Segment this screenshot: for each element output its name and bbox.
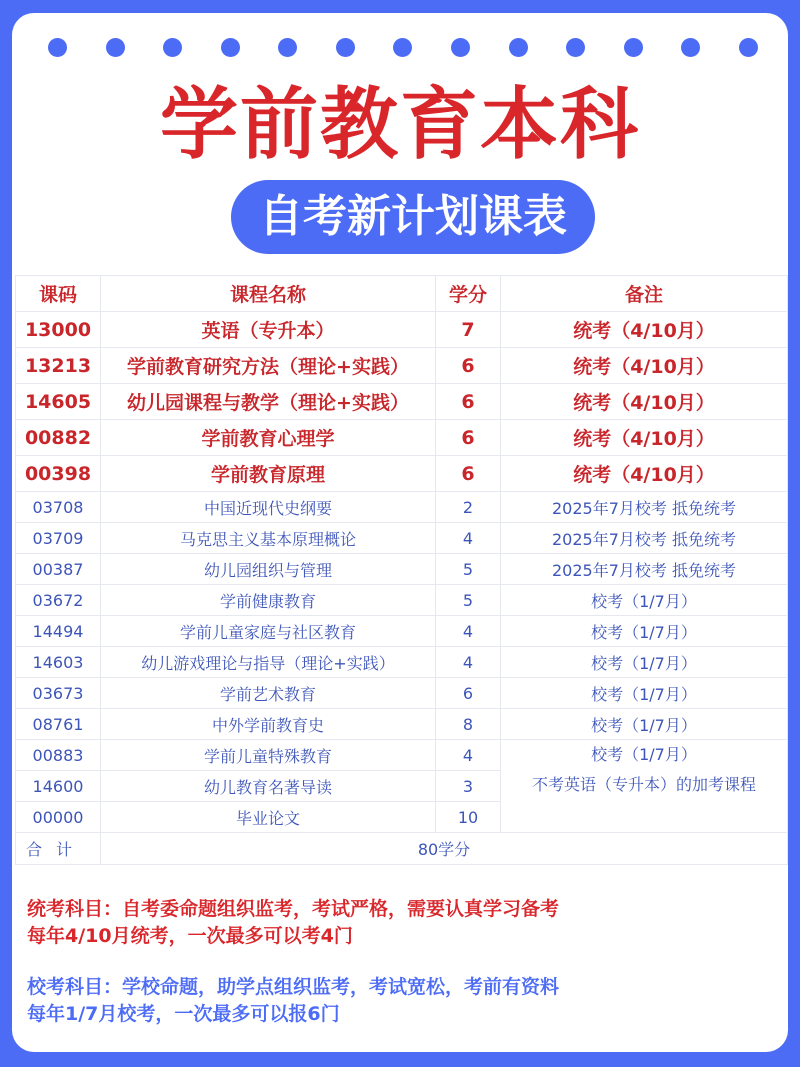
header-code: 课码 — [16, 276, 101, 312]
cell-name: 学前儿童家庭与社区教育 — [101, 616, 436, 647]
school-exam-note — [27, 974, 559, 1028]
cell-credit: 6 — [436, 348, 501, 384]
table-row — [16, 348, 788, 384]
cell-code: 03708 — [16, 492, 101, 523]
note-line: 校考科目：学校命题，助学点组织监考，考试宽松，考前有资料 — [27, 976, 560, 998]
cell-note: 校考（1/7月） — [501, 616, 788, 647]
cell-credit: 5 — [436, 585, 501, 616]
cell-credit: 6 — [436, 420, 501, 456]
merged-note-line: 不考英语（专升本）的加考课程 — [531, 775, 756, 794]
cell-name: 幼儿园组织与管理 — [101, 554, 436, 585]
cell-code: 03672 — [16, 585, 101, 616]
cell-credit: 6 — [436, 456, 501, 492]
cell-note: 校考（1/7月） — [501, 678, 788, 709]
header-credit: 学分 — [436, 276, 501, 312]
cell-note: 2025年7月校考 抵免统考 — [501, 492, 788, 523]
decorative-dots — [48, 38, 758, 57]
cell-name: 学前教育心理学 — [101, 420, 436, 456]
dot-icon — [681, 38, 700, 57]
table-row — [16, 833, 788, 865]
cell-code: 13213 — [16, 348, 101, 384]
dot-icon — [221, 38, 240, 57]
course-table — [15, 275, 788, 865]
cell-note: 2025年7月校考 抵免统考 — [501, 523, 788, 554]
cell-name: 幼儿园课程与教学（理论+实践） — [101, 384, 436, 420]
cell-credit: 4 — [436, 647, 501, 678]
cell-note: 统考（4/10月） — [501, 456, 788, 492]
cell-code: 00000 — [16, 802, 101, 833]
table-row — [16, 384, 788, 420]
cell-note: 校考（1/7月） — [501, 585, 788, 616]
cell-name: 马克思主义基本原理概论 — [101, 523, 436, 554]
note-line: 每年1/7月校考，一次最多可以报6门 — [27, 1003, 340, 1025]
dot-icon — [566, 38, 585, 57]
cell-name: 学前教育研究方法（理论+实践） — [101, 348, 436, 384]
table-row — [16, 312, 788, 348]
cell-name: 学前教育原理 — [101, 456, 436, 492]
cell-name: 幼儿教育名著导读 — [101, 771, 436, 802]
cell-code: 00883 — [16, 740, 101, 771]
table-row — [16, 585, 788, 616]
dot-icon — [278, 38, 297, 57]
cell-code: 00398 — [16, 456, 101, 492]
cell-note-merged — [501, 740, 788, 833]
cell-credit: 10 — [436, 802, 501, 833]
cell-credit: 4 — [436, 523, 501, 554]
cell-code: 00387 — [16, 554, 101, 585]
cell-name: 学前健康教育 — [101, 585, 436, 616]
cell-name: 幼儿游戏理论与指导（理论+实践） — [101, 647, 436, 678]
cell-name: 英语（专升本） — [101, 312, 436, 348]
cell-note: 2025年7月校考 抵免统考 — [501, 554, 788, 585]
cell-name: 学前艺术教育 — [101, 678, 436, 709]
subtitle-badge: 自考新计划课表 — [231, 180, 595, 254]
table-row — [16, 740, 788, 771]
dot-icon — [48, 38, 67, 57]
merged-note-line: 校考（1/7月） — [591, 745, 697, 764]
cell-code: 14600 — [16, 771, 101, 802]
cell-note: 统考（4/10月） — [501, 420, 788, 456]
cell-code: 03673 — [16, 678, 101, 709]
cell-credit: 4 — [436, 740, 501, 771]
table-row — [16, 709, 788, 740]
table-row — [16, 456, 788, 492]
unified-exam-note — [27, 896, 559, 950]
cell-note: 统考（4/10月） — [501, 348, 788, 384]
cell-credit: 7 — [436, 312, 501, 348]
cell-note: 校考（1/7月） — [501, 647, 788, 678]
dot-icon — [106, 38, 125, 57]
cell-credit: 6 — [436, 678, 501, 709]
cell-code: 13000 — [16, 312, 101, 348]
cell-note: 统考（4/10月） — [501, 384, 788, 420]
header-name: 课程名称 — [101, 276, 436, 312]
dot-icon — [509, 38, 528, 57]
dot-icon — [163, 38, 182, 57]
cell-credit: 3 — [436, 771, 501, 802]
dot-icon — [739, 38, 758, 57]
cell-credit: 8 — [436, 709, 501, 740]
cell-credit: 2 — [436, 492, 501, 523]
table-row — [16, 420, 788, 456]
note-line: 统考科目：自考委命题组织监考，考试严格，需要认真学习备考 — [27, 898, 560, 920]
dot-icon — [451, 38, 470, 57]
cell-credit: 6 — [436, 384, 501, 420]
total-value: 80学分 — [101, 833, 788, 865]
cell-credit: 4 — [436, 616, 501, 647]
page-title: 学前教育本科 — [159, 80, 640, 170]
cell-name: 中国近现代史纲要 — [101, 492, 436, 523]
note-line: 每年4/10月统考，一次最多可以考4门 — [27, 925, 353, 947]
cell-credit: 5 — [436, 554, 501, 585]
table-row — [16, 616, 788, 647]
cell-code: 14603 — [16, 647, 101, 678]
cell-name: 中外学前教育史 — [101, 709, 436, 740]
table-row — [16, 523, 788, 554]
cell-code: 00882 — [16, 420, 101, 456]
cell-code: 03709 — [16, 523, 101, 554]
cell-code: 14605 — [16, 384, 101, 420]
cell-code: 08761 — [16, 709, 101, 740]
table-row — [16, 492, 788, 523]
cell-name: 学前儿童特殊教育 — [101, 740, 436, 771]
cell-code: 14494 — [16, 616, 101, 647]
cell-note: 校考（1/7月） — [501, 709, 788, 740]
cell-name: 毕业论文 — [101, 802, 436, 833]
header-note: 备注 — [501, 276, 788, 312]
dot-icon — [336, 38, 355, 57]
dot-icon — [393, 38, 412, 57]
dot-icon — [624, 38, 643, 57]
table-row — [16, 554, 788, 585]
cell-note: 统考（4/10月） — [501, 312, 788, 348]
total-label: 合计 — [16, 833, 101, 865]
table-row — [16, 678, 788, 709]
table-header — [16, 276, 788, 312]
table-row — [16, 647, 788, 678]
